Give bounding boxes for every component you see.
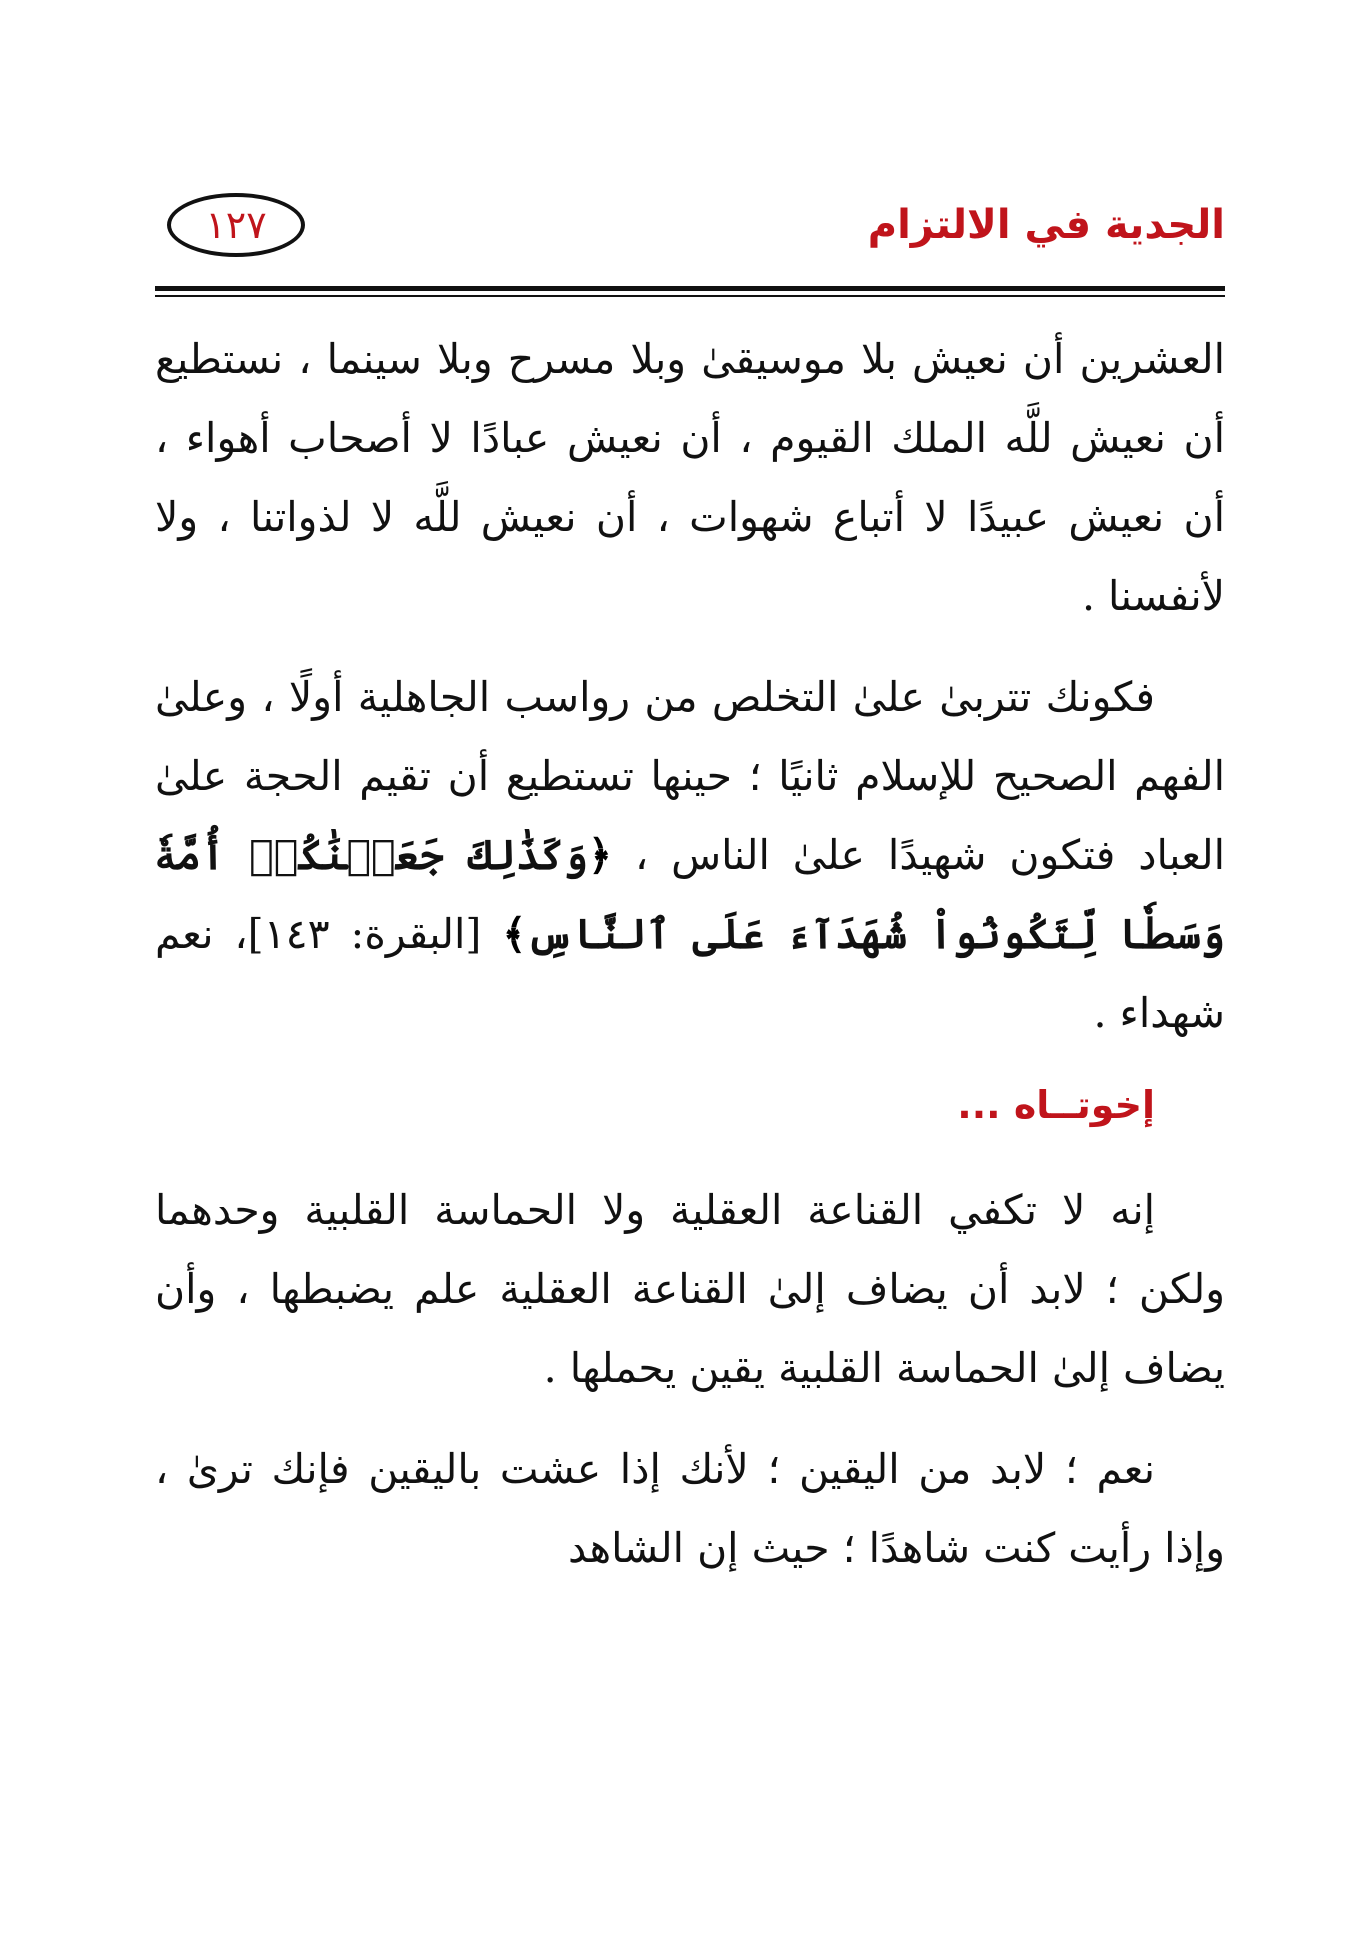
body-text <box>155 320 1225 1610</box>
header-rule-thin <box>155 295 1225 297</box>
paragraph <box>155 1430 1225 1588</box>
paragraph-continued <box>155 320 1225 636</box>
book-page <box>155 190 1225 1790</box>
paragraph <box>155 1171 1225 1408</box>
paragraph-text-after-verse: ، نعم شهداء . <box>155 910 1225 1037</box>
running-header <box>155 190 1225 272</box>
page-number-oval <box>167 193 305 257</box>
running-title: الجدية في الالتزام <box>867 202 1225 248</box>
header-rule-thick <box>155 286 1225 291</box>
ornate-bracket-close: ﴾ <box>502 910 527 958</box>
quran-verse: وَكَذَٰلِكَ جَعَلۡنَٰكُمۡ أُمَّةٗ وَسَطٗا لِّتَكُونُواْ شُهَدَآءَ عَلَى ٱلنَّاسِ <box>155 831 1225 958</box>
ornate-bracket-open: ﴿ <box>587 831 613 879</box>
verse-citation: [البقرة: ١٤٣] <box>247 910 482 958</box>
paragraph-text-before-verse: فكونك تتربىٰ علىٰ التخلص من رواسب الجاهلية أولًا ، وعلىٰ الفهم الصحيح للإسلام ثانيًا ؛ حينها تستطيع أن تقيم الحجة علىٰ العباد فتكون شهيدًا علىٰ الناس ، <box>155 673 1225 879</box>
paragraph-with-verse <box>155 658 1225 1053</box>
paragraph-text: نعم ؛ لابد من اليقين ؛ لأنك إذا عشت باليقين فإنك ترىٰ ، وإذا رأيت كنت شاهدًا ؛ حيث إن الشاهد <box>155 1445 1225 1572</box>
paragraph-text: إنه لا تكفي القناعة العقلية ولا الحماسة القلبية وحدهما ولكن ؛ لابد أن يضاف إلىٰ القناعة العقلية علم يضبطها ، وأن يضاف إلىٰ الحماسة القلبية يقين يحملها . <box>155 1186 1225 1392</box>
page-number: ١٢٧ <box>205 203 267 247</box>
paragraph-text: العشرين أن نعيش بلا موسيقىٰ وبلا مسرح وبلا سينما ، نستطيع أن نعيش للَّه الملك القيوم ، أن نعيش عبادًا لا أصحاب أهواء ، أن نعيش عبيدًا لا أتباع شهوات ، أن نعيش للَّه لا لذواتنا ، ولا لأنفسنا . <box>155 335 1225 620</box>
section-heading: إخوتــاه ... <box>957 1083 1155 1127</box>
